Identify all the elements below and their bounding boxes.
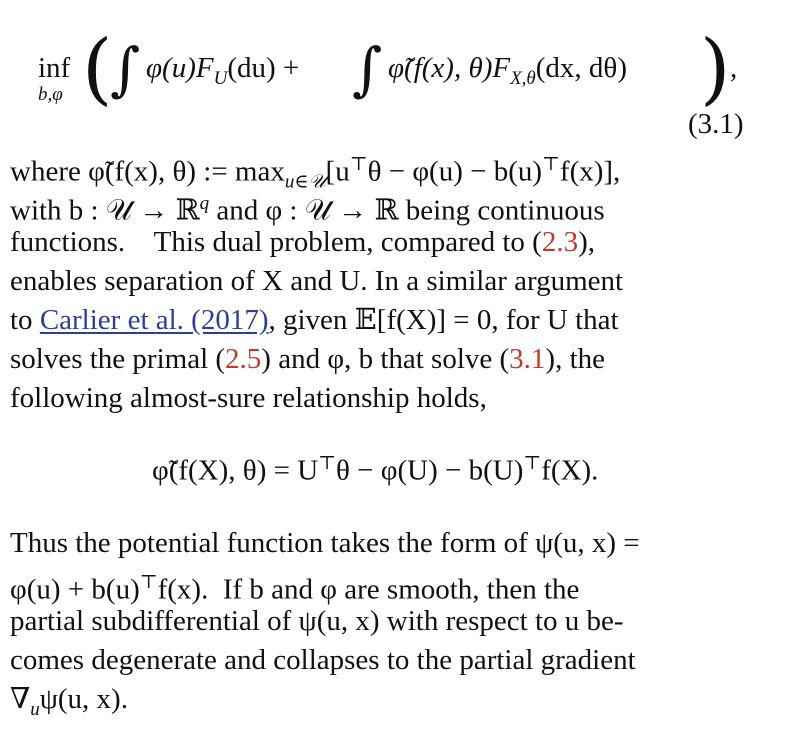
p2-line-2: φ(u) + b(u)⊤f(x). If b and φ are smooth, then the: [10, 572, 580, 606]
ref-2-5[interactable]: 2.5: [225, 343, 262, 375]
p2-line-4: comes degenerate and collapses to the partial gradient: [10, 644, 636, 676]
inf-subscript: b,φ: [38, 84, 63, 105]
right-paren: ): [700, 24, 731, 114]
p1-line-6: solves the primal (2.5) and φ, b that solve (3.1), the: [10, 343, 606, 375]
eq-term-1: $\varphi(u)F_U(du)$ +: [146, 52, 300, 89]
p1-line-2: with b : 𝒰 → ℝ$^q$ and φ : 𝒰 → ℝ being continuous: [10, 193, 605, 227]
eq-term-2-sub: X,θ: [510, 67, 536, 89]
p2-line-3: partial subdifferential of ψ(u, x) with respect to u be-: [10, 605, 624, 637]
p2-line-5: $\nabla_u\psi(u$, x).: [10, 683, 128, 720]
p1-line-7: following almost-sure relationship holds,: [10, 382, 487, 414]
p1-line-3: functions. This dual problem, compared to (2.3),: [10, 226, 595, 258]
citation-carlier-2017[interactable]: Carlier et al. (2017): [39, 304, 269, 336]
equation-display: φ̃(f(X), θ) = U⊤θ − φ(U) − b(U)⊤f(X).: [152, 453, 599, 487]
ref-3-1[interactable]: 3.1: [509, 343, 546, 375]
integral-sign-2: ∫: [352, 35, 383, 103]
eq-term-2: φ̃(f(x), $\theta)F_{X,\theta}(dx$, dθ): [388, 52, 627, 89]
ref-2-3[interactable]: 2.3: [541, 226, 579, 258]
integral-sign-1: ∫: [110, 35, 141, 103]
p1-line-1: where φ̃(f(x), θ) := $\max_{u\in 𝒰}[u^⊤\theta - \varphi(u) - b(u)^⊤f(x)]$,: [10, 154, 621, 193]
p1-line-4: enables separation of X and U. In a similar argument: [10, 265, 624, 297]
eq-term-1-sub: U: [213, 67, 228, 89]
p1-line-5: to Carlier et al. (2017), given 𝔼[f(X)] = 0, for U that: [10, 304, 619, 336]
equation-number: (3.1): [688, 108, 744, 140]
left-paren: (: [82, 24, 113, 114]
eq-trailing-comma: ,: [730, 52, 738, 84]
p2-line-1: Thus the potential function takes the form of ψ(u, x) =: [10, 527, 640, 559]
inf-operator: inf: [38, 52, 71, 84]
